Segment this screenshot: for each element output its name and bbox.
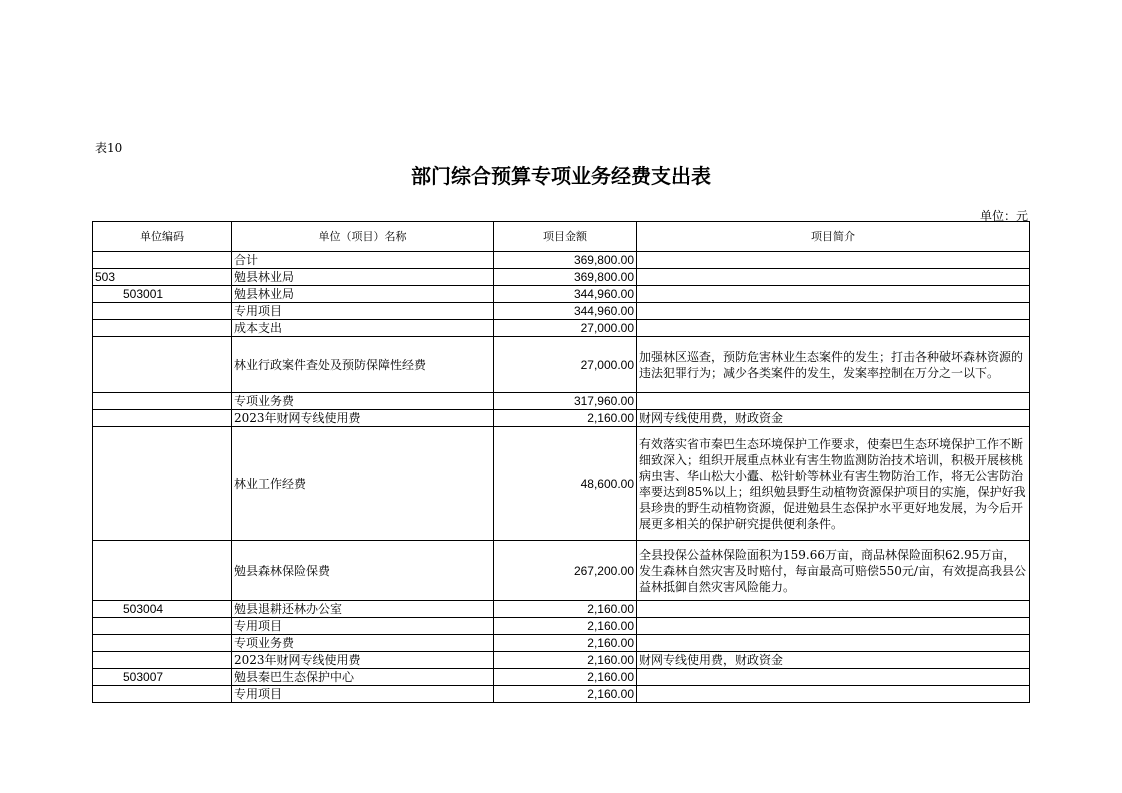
table-row: [93, 427, 1030, 541]
row-name: 勉县森林保险保费: [232, 541, 494, 601]
table-row: [93, 269, 1030, 286]
budget-table: [92, 221, 1030, 703]
table-row: [93, 601, 1030, 618]
row-code: [93, 686, 232, 703]
row-amount: 48,600.00: [494, 427, 637, 541]
row-amount: 27,000.00: [494, 320, 637, 337]
table-row: [93, 652, 1030, 669]
row-amount: 267,200.00: [494, 541, 637, 601]
row-code: [93, 303, 232, 320]
unit-label: 单位：元: [979, 209, 1028, 223]
table-number: 表10: [95, 141, 123, 155]
row-amount: 27,000.00: [494, 337, 637, 393]
row-name: 林业行政案件查处及预防保障性经费: [232, 337, 494, 393]
row-code: [93, 635, 232, 652]
row-amount: 2,160.00: [494, 601, 637, 618]
row-desc: [637, 669, 1030, 686]
row-name: 专用项目: [232, 618, 494, 635]
row-code: [93, 618, 232, 635]
row-amount: 2,160.00: [494, 618, 637, 635]
row-amount: 369,800.00: [494, 252, 637, 269]
table-row: [93, 686, 1030, 703]
row-name: 勉县秦巴生态保护中心: [232, 669, 494, 686]
row-amount: 2,160.00: [494, 410, 637, 427]
table-row: [93, 669, 1030, 686]
page-title: 部门综合预算专项业务经费支出表: [411, 164, 711, 188]
row-name: 林业工作经费: [232, 427, 494, 541]
row-code: [93, 393, 232, 410]
table-row: [93, 252, 1030, 269]
row-amount: 344,960.00: [494, 303, 637, 320]
table-header-row: [93, 222, 1030, 252]
header-desc: 项目简介: [637, 222, 1030, 252]
row-desc: [637, 252, 1030, 269]
row-desc: 财网专线使用费，财政资金: [637, 652, 1030, 669]
header-name: 单位（项目）名称: [232, 222, 494, 252]
row-desc: 财网专线使用费，财政资金: [637, 410, 1030, 427]
row-desc: [637, 303, 1030, 320]
row-name: 勉县林业局: [232, 286, 494, 303]
row-code: 503001: [93, 286, 232, 303]
row-code: [93, 410, 232, 427]
row-name: 专用项目: [232, 686, 494, 703]
row-amount: 2,160.00: [494, 669, 637, 686]
row-desc: [637, 635, 1030, 652]
row-name: 专用项目: [232, 303, 494, 320]
row-desc: 加强林区巡查，预防危害林业生态案件的发生；打击各种破坏森林资源的违法犯罪行为；减少各类案件的发生，发案率控制在万分之一以下。: [637, 337, 1030, 393]
row-code: 503007: [93, 669, 232, 686]
row-code: [93, 337, 232, 393]
row-desc: [637, 601, 1030, 618]
row-amount: 2,160.00: [494, 635, 637, 652]
row-code: [93, 320, 232, 337]
table-row: [93, 618, 1030, 635]
table-row: [93, 635, 1030, 652]
row-amount: 2,160.00: [494, 686, 637, 703]
row-name: 2023年财网专线使用费: [232, 652, 494, 669]
row-name: 勉县林业局: [232, 269, 494, 286]
row-desc: [637, 320, 1030, 337]
row-name: 专项业务费: [232, 393, 494, 410]
row-desc: 全县投保公益林保险面积为159.66万亩，商品林保险面积62.95万亩，发生森林自然灾害及时赔付，每亩最高可赔偿550元/亩，有效提高我县公益林抵御自然灾害风险能力。: [637, 541, 1030, 601]
row-code: [93, 541, 232, 601]
row-amount: 317,960.00: [494, 393, 637, 410]
row-name: 勉县退耕还林办公室: [232, 601, 494, 618]
table-row: [93, 286, 1030, 303]
row-name: 合计: [232, 252, 494, 269]
row-code: 503: [93, 269, 232, 286]
row-name: 专项业务费: [232, 635, 494, 652]
table-row: [93, 393, 1030, 410]
row-desc: [637, 286, 1030, 303]
row-amount: 2,160.00: [494, 652, 637, 669]
row-code: [93, 252, 232, 269]
table-row: [93, 541, 1030, 601]
table-row: [93, 410, 1030, 427]
row-amount: 369,800.00: [494, 269, 637, 286]
row-desc: [637, 686, 1030, 703]
table-row: [93, 303, 1030, 320]
header-code: 单位编码: [93, 222, 232, 252]
table-row: [93, 337, 1030, 393]
row-name: 成本支出: [232, 320, 494, 337]
row-desc: 有效落实省市秦巴生态环境保护工作要求，使秦巴生态环境保护工作不断细致深入；组织开展重点林业有害生物监测防治技术培训，积极开展核桃病虫害、华山松大小蠹、松针蚧等林业有害生物防治工作，将无公害防治率要达到85%以上；组织勉县野生动植物资源保护项目的实施，保护好我县珍贵的野生动植物资源，促进勉县生态保护水平更好地发展，为今后开展更多相关的保护研究提供便利条件。: [637, 427, 1030, 541]
row-code: [93, 427, 232, 541]
row-code: [93, 652, 232, 669]
row-code: 503004: [93, 601, 232, 618]
row-desc: [637, 618, 1030, 635]
header-amount: 项目金额: [494, 222, 637, 252]
table-row: [93, 320, 1030, 337]
row-amount: 344,960.00: [494, 286, 637, 303]
row-desc: [637, 269, 1030, 286]
row-desc: [637, 393, 1030, 410]
row-name: 2023年财网专线使用费: [232, 410, 494, 427]
